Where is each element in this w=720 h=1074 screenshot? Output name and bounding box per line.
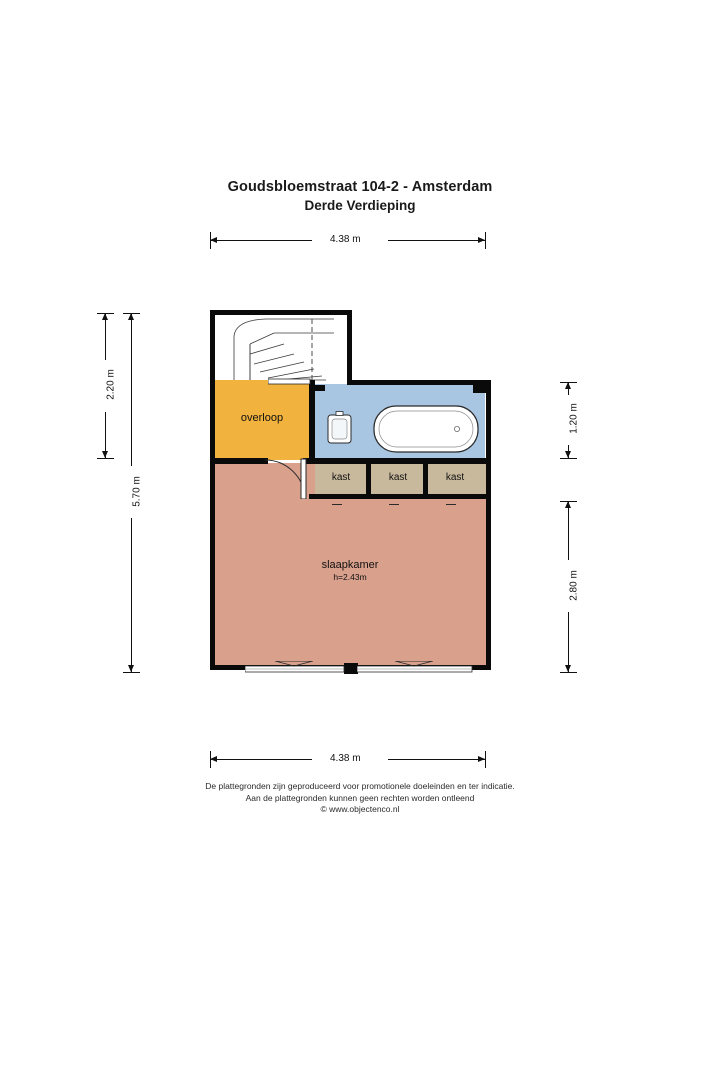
room-label-slaapkamer	[270, 559, 430, 582]
wall-right	[486, 380, 491, 670]
room-label-overloop	[222, 412, 302, 424]
wall-closet-divider-2	[423, 464, 428, 495]
closet-label-2-text: kast	[388, 472, 408, 483]
room-label-overloop-text: overloop	[240, 412, 284, 424]
page-title: Goudsbloemstraat 104-2 - Amsterdam	[227, 179, 493, 195]
closet-label-3-text: kast	[445, 472, 465, 483]
closet-handle-1	[332, 504, 342, 505]
window-right-icon	[357, 661, 473, 677]
door-landing-icon	[268, 375, 312, 389]
wall-bathroom-bottom	[309, 458, 491, 464]
room-height-slaapkamer: h=2.43m	[333, 572, 367, 582]
title-block	[0, 178, 720, 216]
closet-label-2	[374, 472, 422, 483]
closet-label-1-text: kast	[331, 472, 351, 483]
wall-stairhall-right	[347, 310, 352, 385]
wall-top	[210, 310, 352, 315]
room-label-slaapkamer-text: slaapkamer	[321, 559, 379, 571]
footer-line-3: © www.objectenco.nl	[320, 804, 400, 814]
bathtub-icon	[373, 405, 479, 453]
closet-handle-3	[446, 504, 456, 505]
wall-bathroom-post-left	[315, 385, 325, 391]
door-bedroom-icon	[263, 457, 311, 499]
wall-bathroom-top	[347, 380, 491, 385]
dimension-top-label-text: 4.38 m	[330, 234, 361, 245]
wall-closet-bottom	[309, 494, 491, 499]
closet-handle-2	[389, 504, 399, 505]
closet-label-1	[317, 472, 365, 483]
wall-bottom-mullion	[344, 663, 358, 674]
closet-label-3	[431, 472, 479, 483]
window-left-icon	[245, 661, 345, 677]
staircase-icon	[214, 314, 347, 382]
footer-line-1: De plattegronden zijn geproduceerd voor promotionele doeleinden en ter indicatie.	[205, 781, 515, 791]
footer-line-2: Aan de plattegronden kunnen geen rechten worden ontleend	[245, 792, 475, 803]
wall-left	[210, 310, 215, 670]
dimension-left-outer-label: 5.70 m	[131, 476, 143, 507]
wall-bathroom-post	[473, 385, 486, 393]
dimension-left-inner-label: 2.20 m	[105, 369, 117, 400]
wall-landing-bathroom	[309, 380, 315, 464]
wall-closet-divider-1	[366, 464, 371, 495]
floorplan	[205, 305, 495, 695]
dimension-bottom-label: 4.38 m	[330, 753, 361, 764]
dimension-right-top-label: 1.20 m	[568, 403, 580, 434]
wall-landing-bottom	[210, 458, 268, 464]
sink-icon	[327, 411, 353, 445]
dimension-right-bottom-label: 2.80 m	[568, 570, 580, 601]
footer-disclaimer	[0, 781, 720, 816]
page-subtitle: Derde Verdieping	[304, 198, 416, 213]
